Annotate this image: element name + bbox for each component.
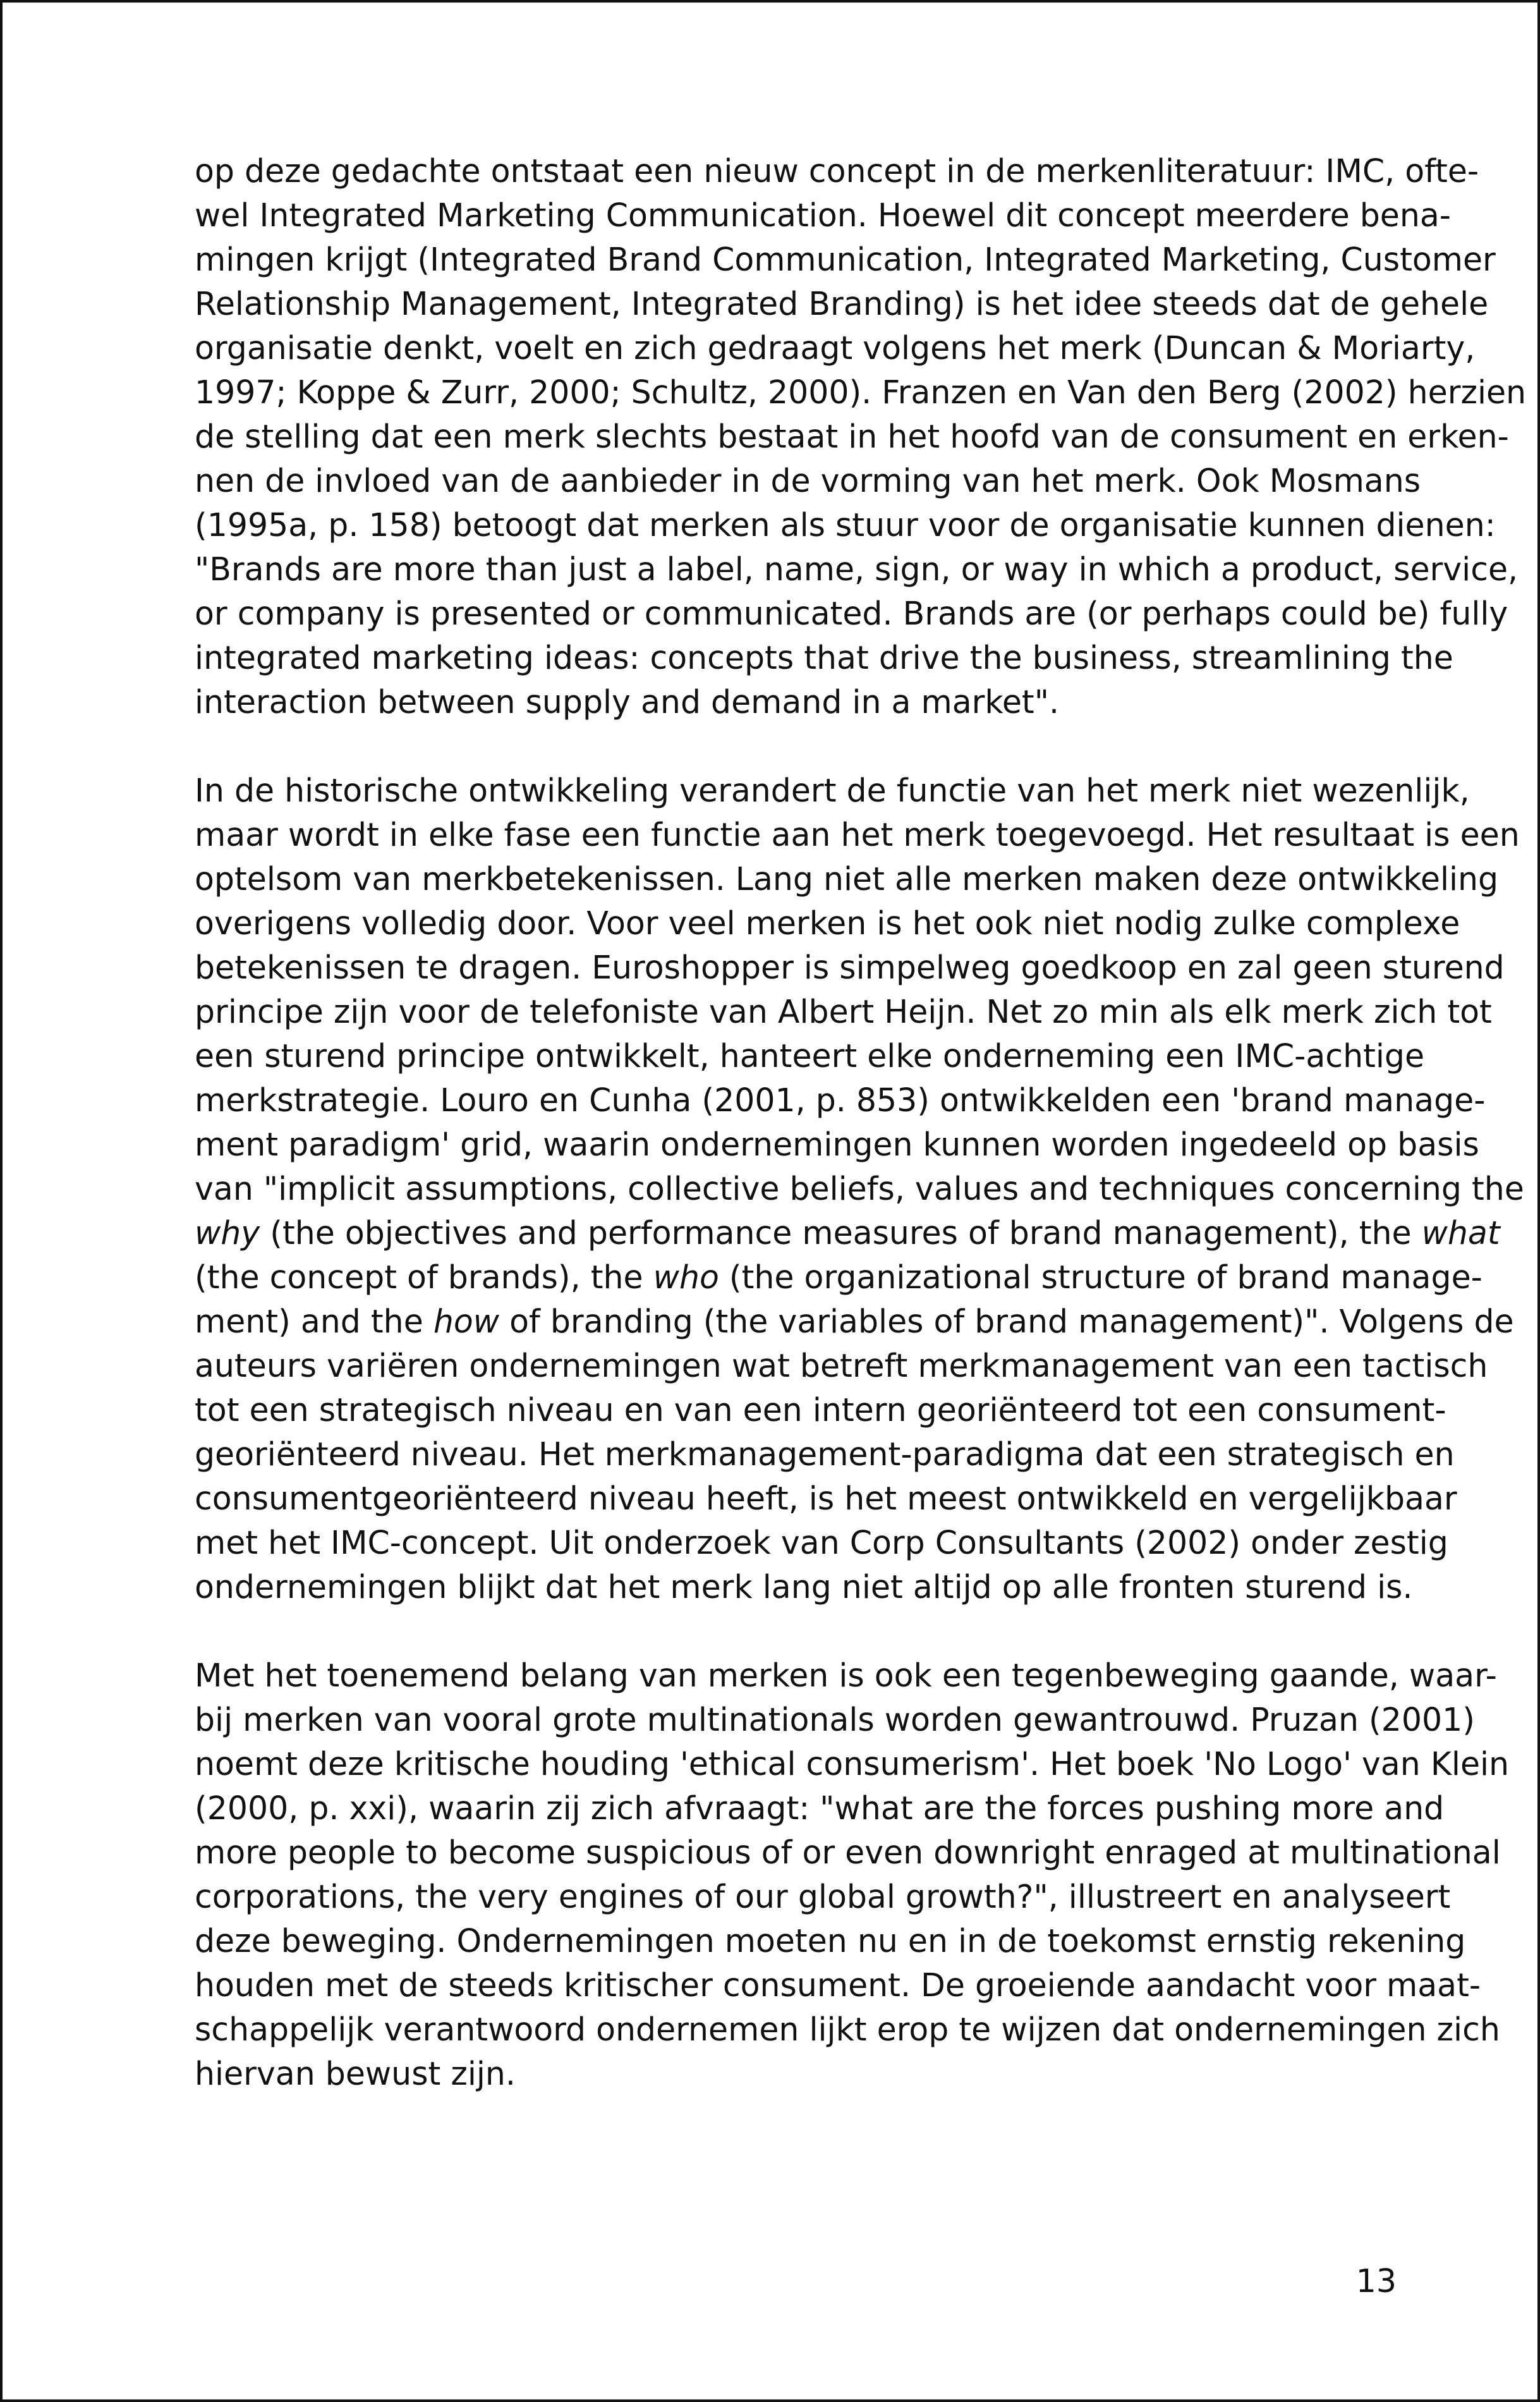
text-line: 1997; Koppe & Zurr, 2000; Schultz, 2000). Franzen en Van den Berg (2002) herzien [195, 374, 1527, 411]
text-run: (the organizational structure of brand manage- [718, 1259, 1482, 1296]
text-line: georiënteerd niveau. Het merkmanagement-paradigma dat een strategisch en [195, 1436, 1455, 1473]
text-line: wel Integrated Marketing Communication. Hoewel dit concept meerdere bena- [195, 197, 1451, 234]
text-line: houden met de steeds kritischer consument. De groeiende aandacht voor maat- [195, 1966, 1481, 2004]
text-line: tot een strategisch niveau en van een intern georiënteerd tot een consument- [195, 1391, 1446, 1429]
text-line: corporations, the very engines of our global growth?", illustreert en analyseert [195, 1878, 1451, 1915]
text-line: auteurs variëren ondernemingen wat betreft merkmanagement van een tactisch [195, 1347, 1488, 1384]
paragraph-3 [195, 1654, 1510, 2096]
text-line: schappelijk verantwoord ondernemen lijkt erop te wijzen dat ondernemingen zich [195, 2011, 1500, 2048]
text-line: organisatie denkt, voelt en zich gedraagt volgens het merk (Duncan & Moriarty, [195, 329, 1476, 367]
text-line: integrated marketing ideas: concepts that drive the business, streamlining the [195, 639, 1453, 676]
page-number: 13 [1355, 2262, 1397, 2300]
text-line: van "implicit assumptions, collective beliefs, values and techniques concerning the [195, 1170, 1524, 1207]
text-line: hiervan bewust zijn. [195, 2055, 516, 2092]
text-line: interaction between supply and demand in a market". [195, 683, 1060, 721]
text-line: optelsom van merkbetekenissen. Lang niet alle merken maken deze ontwikkeling [195, 860, 1499, 898]
text-line: noemt deze kritische houding 'ethical consumerism'. Het boek 'No Logo' van Klein [195, 1745, 1510, 1783]
text-line: deze beweging. Ondernemingen moeten nu en in de toekomst ernstig rekening [195, 1922, 1466, 1960]
text-line: een sturend principe ontwikkelt, hanteert elke onderneming een IMC-achtige [195, 1037, 1425, 1075]
text-line-italic-terms [195, 1211, 1500, 1255]
paragraph-2 [195, 769, 1524, 1609]
text-line: overigens volledig door. Voor veel merken is het ook niet nodig zulke complexe [195, 905, 1460, 942]
italic-term: who [653, 1259, 719, 1296]
body-text [195, 149, 1527, 2096]
italic-term: what [1421, 1214, 1500, 1252]
text-run: ment) and the [195, 1303, 434, 1340]
text-line-italic-terms [195, 1255, 1482, 1300]
text-line: or company is presented or communicated. Brands are (or perhaps could be) fully [195, 595, 1508, 632]
text-line: op deze gedachte ontstaat een nieuw concept in de merkenliteratuur: IMC, ofte- [195, 152, 1479, 190]
text-line: (2000, p. xxi), waarin zij zich afvraagt: "what are the forces pushing more and [195, 1789, 1445, 1827]
text-line: more people to become suspicious of or even downright enraged at multinational [195, 1834, 1501, 1871]
text-line: de stelling dat een merk slechts bestaat in het hoofd van de consument en erken- [195, 418, 1509, 455]
text-line: In de historische ontwikkeling verandert de functie van het merk niet wezenlijk, [195, 772, 1470, 809]
paragraph-1 [195, 149, 1527, 724]
text-line: merkstrategie. Louro en Cunha (2001, p. 853) ontwikkelden een 'brand manage- [195, 1082, 1486, 1119]
text-line: maar wordt in elke fase een functie aan het merk toegevoegd. Het resultaat is een [195, 816, 1520, 853]
italic-term: why [195, 1214, 260, 1252]
text-line-italic-terms [195, 1300, 1514, 1344]
text-line: "Brands are more than just a label, name, sign, or way in which a product, service, [195, 551, 1519, 588]
text-line: ment paradigm' grid, waarin ondernemingen kunnen worden ingedeeld op basis [195, 1126, 1479, 1163]
paragraph-gap [195, 1609, 1397, 1654]
text-run: (the concept of brands), the [195, 1259, 653, 1296]
italic-term: how [433, 1303, 500, 1340]
text-line: ondernemingen blijkt dat het merk lang niet altijd op alle fronten sturend is. [195, 1568, 1413, 1606]
text-line: nen de invloed van de aanbieder in de vorming van het merk. Ook Mosmans [195, 462, 1421, 499]
text-run: (the objectives and performance measures of brand management), the [260, 1214, 1422, 1252]
text-line: (1995a, p. 158) betoogt dat merken als stuur voor de organisatie kunnen dienen: [195, 506, 1496, 544]
text-line: met het IMC-concept. Uit onderzoek van Corp Consultants (2002) onder zestig [195, 1524, 1448, 1561]
text-line: betekenissen te dragen. Euroshopper is simpelweg goedkoop en zal geen sturend [195, 949, 1505, 986]
text-line: principe zijn voor de telefoniste van Albert Heijn. Net zo min als elk merk zich tot [195, 993, 1492, 1030]
text-line: bij merken van vooral grote multinationals worden gewantrouwd. Pruzan (2001) [195, 1701, 1475, 1738]
text-line: Relationship Management, Integrated Branding) is het idee steeds dat de gehele [195, 285, 1489, 322]
text-run: of branding (the variables of brand management)". Volgens de [499, 1303, 1514, 1340]
paragraph-gap [195, 724, 1397, 769]
text-line: consumentgeoriënteerd niveau heeft, is het meest ontwikkeld en vergelijkbaar [195, 1480, 1457, 1517]
text-line: mingen krijgt (Integrated Brand Communication, Integrated Marketing, Customer [195, 241, 1496, 278]
text-line: Met het toenemend belang van merken is ook een tegenbeweging gaande, waar- [195, 1657, 1497, 1694]
